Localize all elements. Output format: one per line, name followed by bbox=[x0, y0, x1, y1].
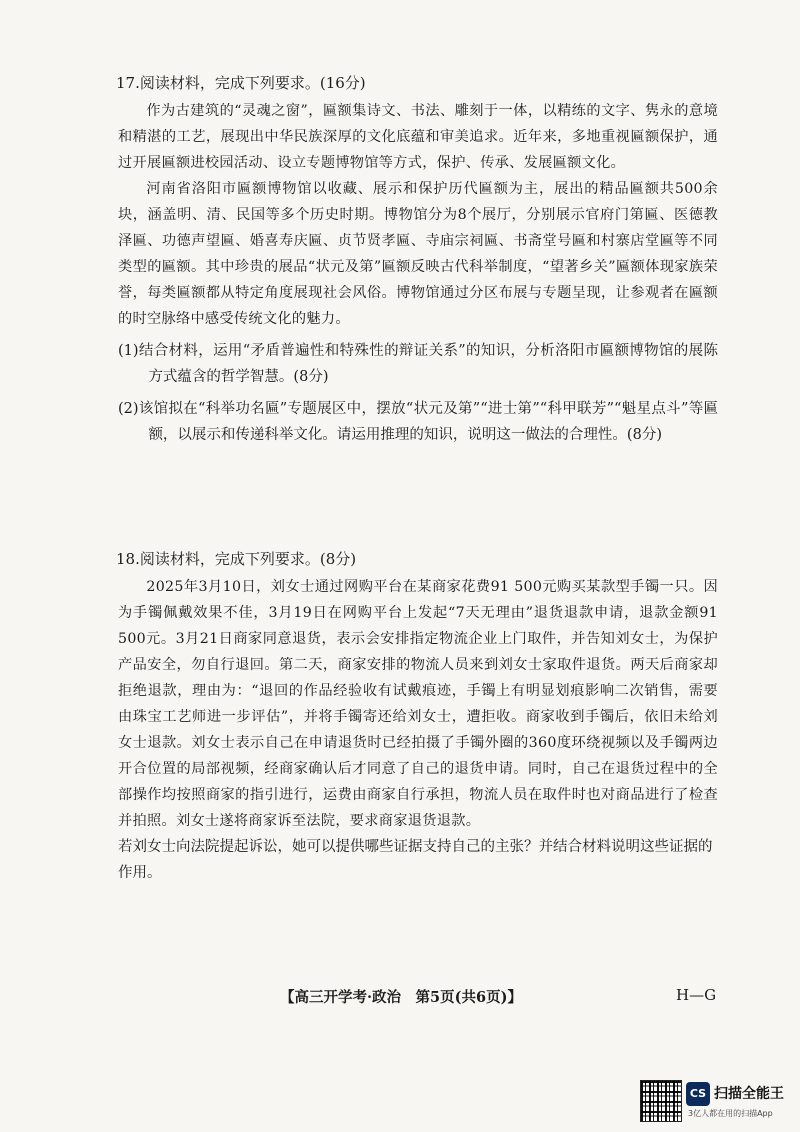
question-17 bbox=[118, 70, 718, 448]
question-18-paragraph: 2025年3月10日，刘女士通过网购平台在某商家花费91 500元购买某款型手镯一只。因为手镯佩戴效果不佳，3月19日在网购平台上发起“7天无理由”退货退款申请，退款金额91 500元。3月21日商家同意退货，表示会安排指定物流企业上门取件，并告知刘女士，为保护产品安全，勿自行退回。第二天，商家安排的物流人员来到刘女士家取件退货。两天后商家却拒绝退款，理由为：“退回的作品经验收有试戴痕迹，手镯上有明显划痕影响二次销售，需要由珠宝工艺师进一步评估”，并将手镯寄还给刘女士，遭拒收。商家收到手镯后，依旧未给刘女士退款。刘女士表示自己在申请退货时已经拍摄了手镯外圈的360度环绕视频以及手镯两边开合位置的局部视频，经商家确认后才同意了自己的退货申请。同时，自己在退货过程中的全部操作均按照商家的指引进行，运费由商家自行承担，物流人员在取件时也对商品进行了检查并拍照。刘女士遂将商家诉至法院，要求商家退货退款。 bbox=[118, 579, 718, 829]
footer-page-info: 【高三开学考·政治 第5页(共6页)】 bbox=[280, 989, 522, 1006]
question-17-sub-1: (1)结合材料，运用“矛盾普遍性和特殊性的辩证关系”的知识，分析洛阳市匾额博物馆的展陈方式蕴含的哲学智慧。(8分) bbox=[118, 343, 718, 385]
scanner-tagline: 3亿人都在用的扫描App bbox=[688, 1109, 773, 1118]
question-17-sub-2: (2)该馆拟在“科举功名匾”专题展区中，摆放“状元及第”“进士第”“科甲联芳”“魁星点斗”等匾额，以展示和传递科举文化。请运用推理的知识，说明这一做法的合理性。(8分) bbox=[118, 401, 718, 443]
question-17-paragraph-1: 作为古建筑的“灵魂之窗”，匾额集诗文、书法、雕刻于一体，以精练的文字、隽永的意境和精湛的工艺，展现出中华民族深厚的文化底蕴和审美追求。近年来，多地重视匾额保护，通过开展匾额进校园活动、设立专题博物馆等方式，保护、传承、发展匾额文化。 bbox=[118, 103, 718, 171]
question-17-title: 17.阅读材料，完成下列要求。(16分) bbox=[116, 74, 366, 92]
camscanner-logo-icon: CS bbox=[686, 1082, 710, 1106]
footer-paper-code: H—G bbox=[676, 986, 717, 1004]
question-17-paragraph-2: 河南省洛阳市匾额博物馆以收藏、展示和保护历代匾额为主，展出的精品匾额共500余块，涵盖明、清、民国等多个历史时期。博物馆分为8个展厅，分别展示官府门第匾、医德教泽匾、功德声望匾、婚喜寿庆匾、贞节贤孝匾、寺庙宗祠匾、书斋堂号匾和村寨店堂匾等不同类型的匾额。其中珍贵的展品“状元及第”匾额反映古代科举制度，“望著乡关”匾额体现家族荣誉，每类匾额都从特定角度展现社会风俗。博物馆通过分区布展与专题呈现，让参观者在匾额的时空脉络中感受传统文化的魅力。 bbox=[118, 181, 718, 327]
question-18-title: 18.阅读材料，完成下列要求。(8分) bbox=[116, 550, 357, 568]
qr-code-icon bbox=[640, 1080, 682, 1122]
question-18 bbox=[118, 546, 718, 886]
question-18-prompt: 若刘女士向法院提起诉讼，她可以提供哪些证据支持自己的主张？并结合材料说明这些证据的作用。 bbox=[118, 839, 713, 881]
scanner-brand: 扫描全能王 bbox=[714, 1086, 784, 1102]
scanner-watermark bbox=[640, 1078, 790, 1122]
